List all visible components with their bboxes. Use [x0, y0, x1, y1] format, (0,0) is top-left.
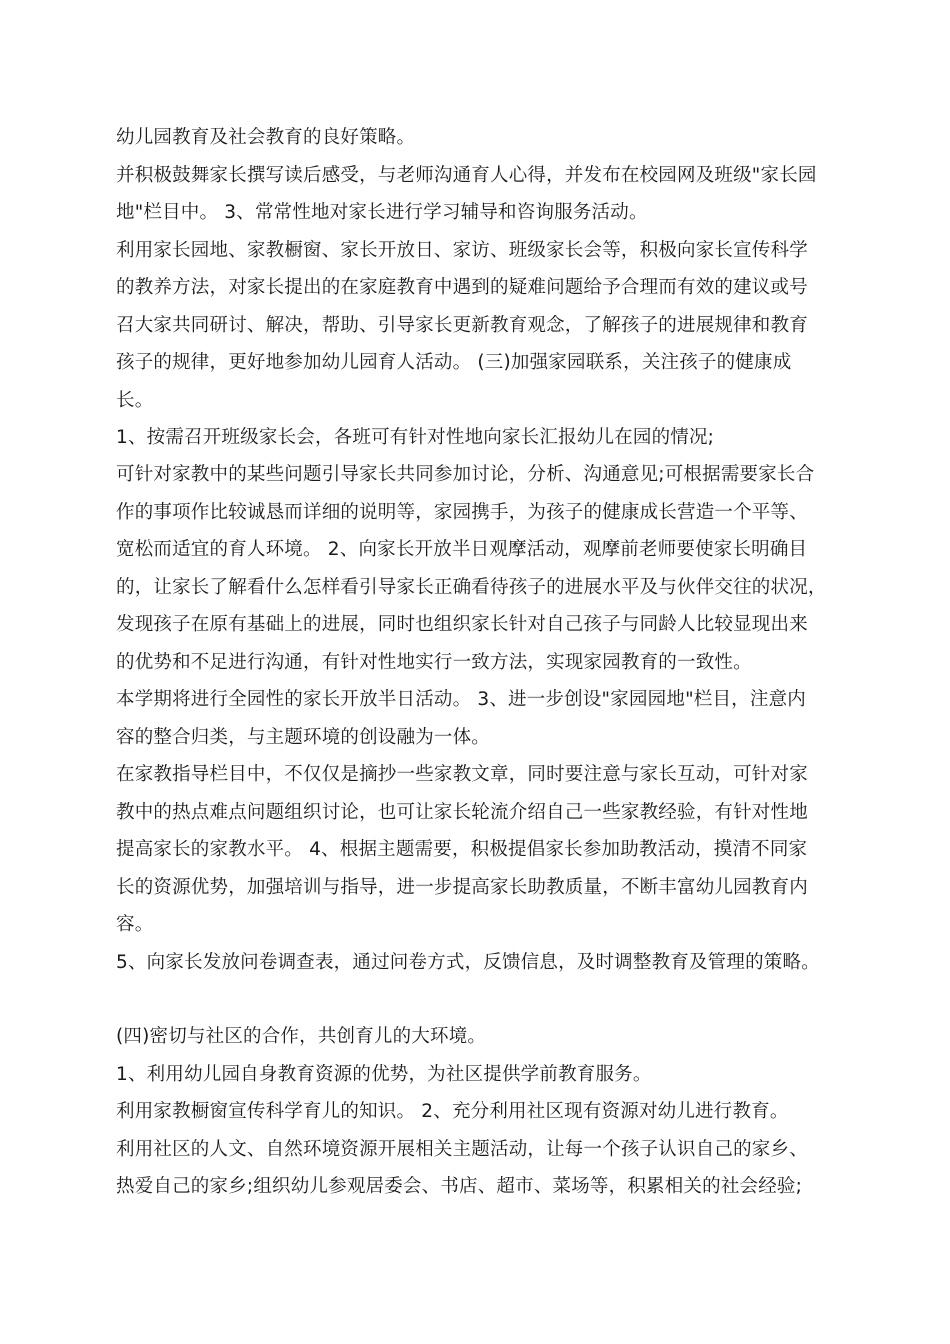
text-line: 本学期将进行全园性的家长开放半日活动。 3、进一步创设"家园园地"栏目，注意内: [116, 689, 806, 710]
text-line: 5、向家长发放问卷调查表，通过问卷方式，反馈信息，及时调整教育及管理的策略。: [116, 952, 820, 973]
text-line: 容。: [116, 914, 154, 935]
text-line: 容的整合归类，与主题环境的创设融为一体。: [116, 727, 491, 748]
text-line: 召大家共同研讨、解决，帮助、引导家长更新教育观念，了解孩子的进展规律和教育: [116, 315, 808, 336]
text-line: 的教养方法，对家长提出的在家庭教育中遇到的疑难问题给予合理而有效的建议或号: [116, 277, 808, 298]
text-line: 提高家长的家教水平。 4、根据主题需要，积极提倡家长参加助教活动，摸清不同家: [116, 839, 808, 860]
text-line: 作的事项作比较诚恳而详细的说明等，家园携手，为孩子的健康成长营造一个平等、: [116, 502, 808, 523]
text-line: 1、利用幼儿园自身教育资源的优势，为社区提供学前教育服务。: [116, 1064, 652, 1085]
text-line: 利用家长园地、家教橱窗、家长开放日、家访、班级家长会等，积极向家长宣传科学: [116, 240, 808, 261]
section-heading: (四)密切与社区的合作，共创育儿的大环境。: [116, 1026, 487, 1047]
text-line: 利用家教橱窗宣传科学育儿的知识。 2、充分利用社区现有资源对幼儿进行教育。: [116, 1101, 789, 1122]
text-line: 长。: [116, 390, 154, 411]
text-line: 发现孩子在原有基础上的进展，同时也组织家长针对自己孩子与同龄人比较显现出来: [116, 614, 808, 635]
text-line: 热爱自己的家乡;组织幼儿参观居委会、书店、超市、菜场等，积累相关的社会经验;: [116, 1176, 803, 1197]
text-line: 长的资源优势，加强培训与指导，进一步提高家长助教质量，不断丰富幼儿园教育内: [116, 877, 808, 898]
text-line: 宽松而适宜的育人环境。 2、向家长开放半日观摩活动，观摩前老师要使家长明确目: [116, 539, 808, 560]
text-line: 地"栏目中。 3、常常性地对家长进行学习辅导和咨询服务活动。: [116, 202, 648, 223]
text-line: 利用社区的人文、自然环境资源开展相关主题活动，让每一个孩子认识自己的家乡、: [116, 1139, 808, 1160]
text-line: 教中的热点难点问题组织讨论，也可让家长轮流介绍自己一些家教经验，有针对性地: [116, 802, 808, 823]
text-line: 可针对家教中的某些问题引导家长共同参加讨论，分析、沟通意见;可根据需要家长合: [116, 464, 815, 485]
text-line: 1、按需召开班级家长会，各班可有针对性地向家长汇报幼儿在园的情况;: [116, 427, 715, 448]
text-line: 并积极鼓舞家长撰写读后感受，与老师沟通育人心得，并发布在校园网及班级"家长园: [116, 165, 817, 186]
text-line: 的，让家长了解看什么怎样看引导家长正确看待孩子的进展水平及与伙伴交往的状况，: [116, 577, 827, 598]
text-line: 幼儿园教育及社会教育的良好策略。: [116, 127, 416, 148]
text-line: 在家教指导栏目中，不仅仅是摘抄一些家教文章，同时要注意与家长互动，可针对家: [116, 764, 808, 785]
text-line: 的优势和不足进行沟通，有针对性地实行一致方法，实现家园教育的一致性。: [116, 652, 752, 673]
text-line: 孩子的规律，更好地参加幼儿园育人活动。 (三)加强家园联系，关注孩子的健康成: [116, 352, 792, 373]
